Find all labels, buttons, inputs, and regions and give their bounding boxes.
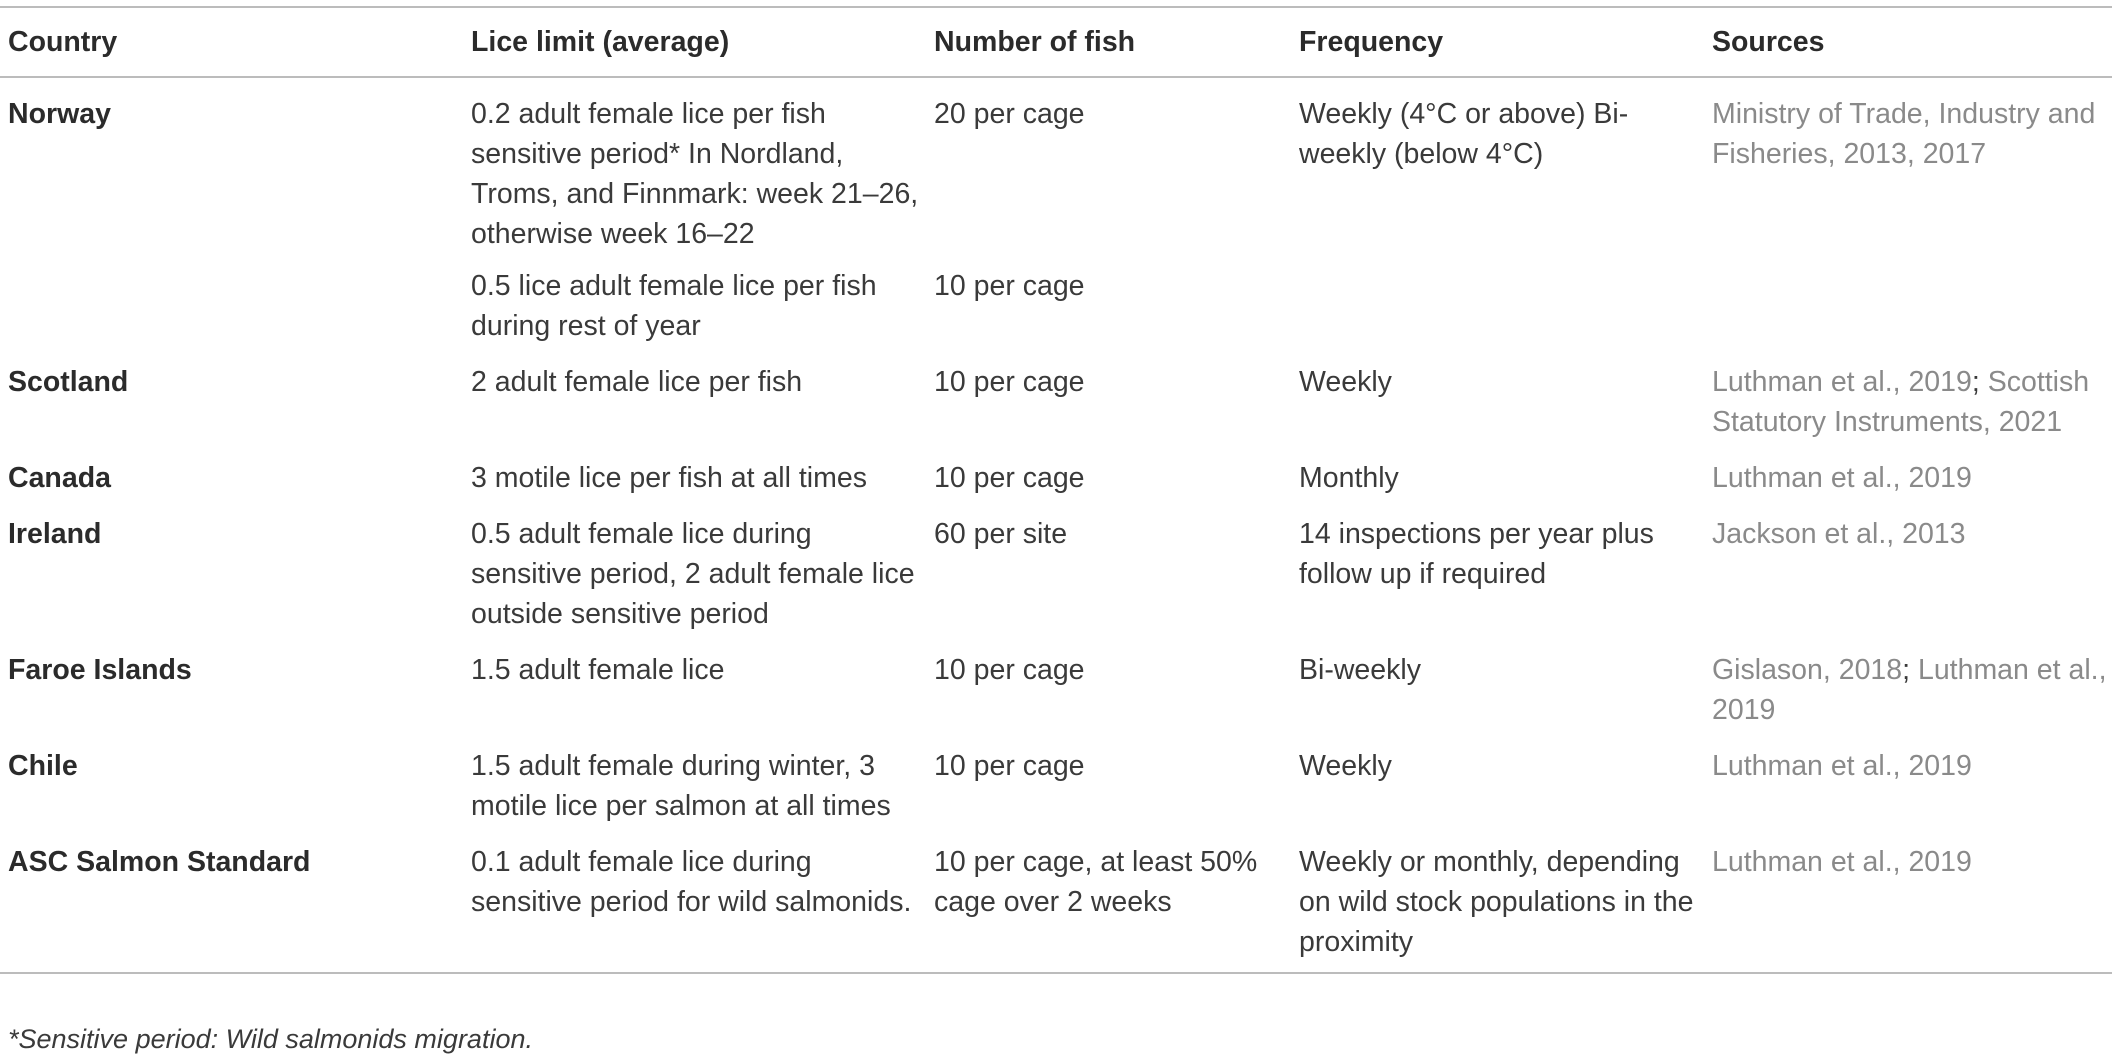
frequency-cell: Weekly (4°C or above) Bi-weekly (below 4°C) [1299, 98, 1629, 170]
frequency-cell: 14 inspections per year plus follow up if required [1299, 518, 1654, 590]
source-citation: Jackson et al., 2013 [1712, 518, 1966, 550]
number-of-fish-cell: 10 per cage [934, 462, 1085, 494]
table-row [0, 634, 2112, 730]
sources-cell [1704, 254, 2112, 346]
table-footnote: *Sensitive period: Wild salmonids migration. [8, 1024, 533, 1054]
source-citation: Luthman et al., 2019 [1712, 846, 1972, 878]
lice-limit-cell: 0.5 lice adult female lice per fish during rest of year [471, 270, 877, 342]
frequency-cell: Weekly [1299, 750, 1392, 782]
header-lice-limit: Lice limit (average) [471, 26, 730, 58]
frequency-cell: Bi-weekly [1299, 654, 1421, 686]
lice-limit-cell: 3 motile lice per fish at all times [471, 462, 867, 494]
lice-limit-cell: 2 adult female lice per fish [471, 366, 803, 398]
table-body [0, 77, 2112, 973]
table-row [0, 254, 2112, 346]
table-row [0, 730, 2112, 826]
country-cell: Chile [8, 750, 78, 782]
number-of-fish-cell: 20 per cage [934, 98, 1085, 130]
header-frequency: Frequency [1299, 26, 1444, 58]
lice-limit-cell: 0.5 adult female lice during sensitive period, 2 adult female lice outside sensitive period [471, 518, 915, 630]
sources-cell [1704, 634, 2112, 730]
table-row [0, 346, 2112, 442]
source-citation: Luthman et al., 2019 [1712, 366, 1972, 398]
sources-cell [1704, 442, 2112, 498]
frequency-cell [1291, 254, 1704, 346]
sources-cell [1704, 77, 2112, 254]
sources-cell [1704, 826, 2112, 973]
number-of-fish-cell: 60 per site [934, 518, 1068, 550]
source-separator: ; [1902, 654, 1918, 686]
table-row [0, 442, 2112, 498]
source-citation: Gislason, 2018 [1712, 654, 1903, 686]
country-cell: Norway [8, 98, 111, 130]
sources-cell [1704, 346, 2112, 442]
country-cell: Canada [8, 462, 111, 494]
country-cell: Scotland [8, 366, 129, 398]
table-row [0, 77, 2112, 254]
frequency-cell: Weekly [1299, 366, 1392, 398]
lice-limit-cell: 1.5 adult female lice [471, 654, 725, 686]
frequency-cell: Monthly [1299, 462, 1399, 494]
number-of-fish-cell: 10 per cage [934, 750, 1085, 782]
lice-regulation-table-container [0, 6, 2112, 974]
number-of-fish-cell: 10 per cage, at least 50% cage over 2 weeks [934, 846, 1258, 918]
header-row [0, 7, 2112, 77]
source-citation: Luthman et al., 2019 [1712, 750, 1972, 782]
number-of-fish-cell: 10 per cage [934, 654, 1085, 686]
table-row [0, 826, 2112, 973]
lice-limit-cell: 0.2 adult female lice per fish sensitive period* In Nordland, Troms, and Finnmark: week 21–26, otherwise week 16–22 [471, 98, 919, 250]
country-cell: ASC Salmon Standard [8, 846, 311, 878]
table-row [0, 498, 2112, 634]
sources-cell [1704, 730, 2112, 826]
lice-limit-cell: 1.5 adult female during winter, 3 motile lice per salmon at all times [471, 750, 891, 822]
country-cell: Faroe Islands [8, 654, 192, 686]
source-citation: Ministry of Trade, Industry and Fisheries, 2013, 2017 [1712, 98, 2096, 170]
header-number-of-fish: Number of fish [934, 26, 1136, 58]
header-sources: Sources [1712, 26, 1825, 58]
source-separator: ; [1971, 366, 1988, 398]
number-of-fish-cell: 10 per cage [934, 270, 1085, 302]
header-country: Country [8, 26, 118, 58]
number-of-fish-cell: 10 per cage [934, 366, 1085, 398]
lice-limit-cell: 0.1 adult female lice during sensitive period for wild salmonids. [471, 846, 912, 918]
source-citation: Luthman et al., 2019 [1712, 654, 2107, 726]
country-cell: Ireland [8, 518, 102, 550]
frequency-cell: Weekly or monthly, depending on wild stock populations in the proximity [1299, 846, 1694, 958]
country-cell [0, 254, 463, 346]
sources-cell [1704, 498, 2112, 634]
source-citation: Luthman et al., 2019 [1712, 462, 1972, 494]
lice-regulation-table [0, 6, 2112, 974]
table-header [0, 7, 2112, 77]
source-citation: Scottish Statutory Instruments, 2021 [1712, 366, 2090, 438]
